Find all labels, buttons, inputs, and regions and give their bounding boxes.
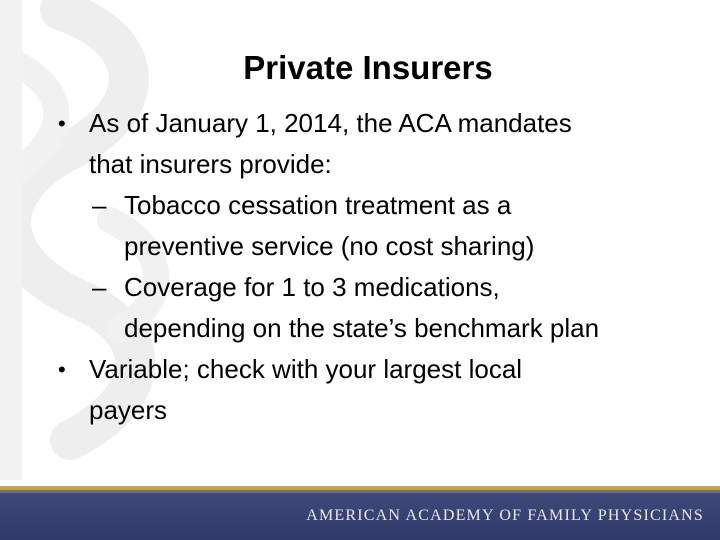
bullet-text-line: As of January 1, 2014, the ACA mandates: [89, 108, 572, 138]
bullet-marker: •: [58, 111, 66, 136]
organization-name: AMERICAN ACADEMY OF FAMILY PHYSICIANS: [306, 507, 704, 524]
slide-title: Private Insurers: [243, 49, 493, 86]
bullet-text-line: that insurers provide:: [89, 149, 332, 179]
footer-band: [0, 493, 720, 540]
sub-bullet-marker: –: [92, 190, 107, 220]
bullet-marker: •: [58, 357, 66, 382]
bullet-text-line: Variable; check with your largest local: [89, 354, 523, 384]
bullet-text-line: payers: [89, 395, 168, 425]
sub-bullet-marker: –: [92, 272, 107, 302]
sub-bullet-text-line: preventive service (no cost sharing): [124, 231, 535, 261]
sub-bullet-text-line: Tobacco cessation treatment as a: [124, 190, 512, 220]
sub-bullet-text-line: Coverage for 1 to 3 medications,: [124, 272, 500, 302]
sub-bullet-text-line: depending on the state’s benchmark plan: [124, 313, 600, 343]
